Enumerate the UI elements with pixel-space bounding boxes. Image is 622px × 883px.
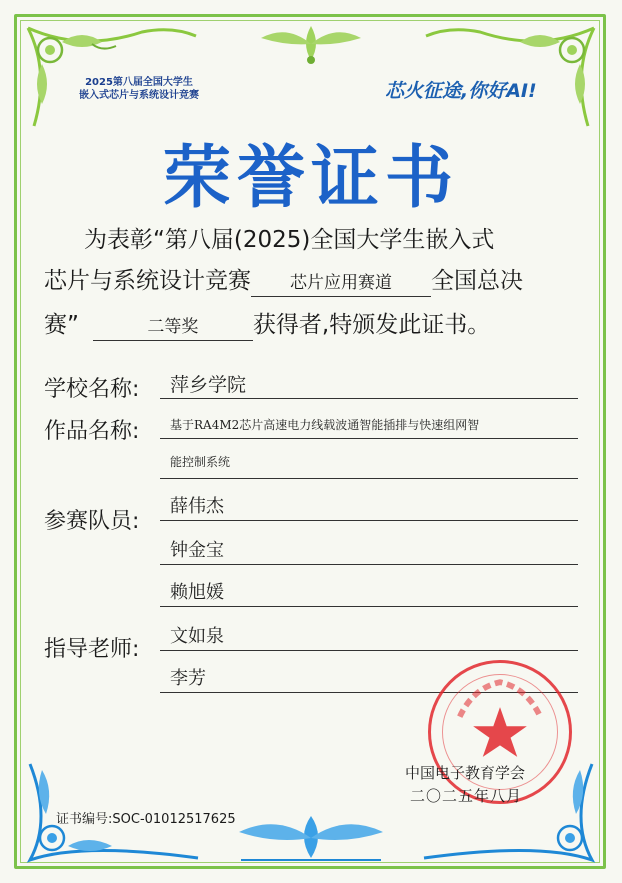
slogan: 芯火征途,你好AI! bbox=[385, 80, 537, 102]
work-label: 作品名称: bbox=[44, 419, 140, 444]
work-title-line2: 能控制系统 bbox=[170, 455, 231, 469]
body-line2 bbox=[44, 259, 584, 303]
competition-logo-line1: 2025第八届全国大学生 bbox=[85, 77, 193, 88]
member-name: 薛伟杰 bbox=[170, 496, 224, 517]
school-rule bbox=[160, 398, 578, 399]
school-name: 萍乡学院 bbox=[170, 374, 247, 396]
track-field: 芯片应用赛道 bbox=[251, 270, 431, 297]
member-rule bbox=[160, 606, 578, 607]
members-label: 参赛队员: bbox=[44, 509, 140, 534]
member-name: 赖旭媛 bbox=[170, 582, 224, 603]
advisor-name: 文如泉 bbox=[170, 626, 224, 647]
issue-date: 二〇二五年八月 bbox=[410, 787, 523, 805]
school-label: 学校名称: bbox=[44, 377, 140, 402]
advisors-label: 指导老师: bbox=[44, 637, 140, 662]
body-line3-prefix: 赛” bbox=[44, 312, 79, 338]
body-line2-prefix: 芯片与系统设计竞赛 bbox=[44, 268, 251, 294]
competition-logo-line2: 嵌入式芯片与系统设计竞赛 bbox=[79, 90, 199, 101]
member-rule bbox=[160, 564, 578, 565]
top-center-ornament bbox=[251, 20, 371, 70]
body-line3-suffix: 获得者,特颁发此证书。 bbox=[252, 312, 491, 338]
competition-logo-text bbox=[64, 76, 214, 102]
work-rule-1 bbox=[160, 438, 578, 439]
work-rule-2 bbox=[160, 478, 578, 479]
certificate-number: 证书编号:SOC-01012517625 bbox=[56, 812, 236, 827]
body-line2-suffix: 全国总决 bbox=[431, 268, 523, 294]
advisor-rule bbox=[160, 650, 578, 651]
work-title-line1: 基于RA4M2芯片高速电力线载波通智能插排与快速组网智 bbox=[170, 418, 480, 432]
member-rule bbox=[160, 520, 578, 521]
issuing-organization: 中国电子教育学会 bbox=[405, 764, 526, 782]
award-field: 二等奖 bbox=[93, 314, 253, 341]
member-name: 钟金宝 bbox=[170, 540, 224, 561]
body-line1: 为表彰“第八届(2025)全国大学生嵌入式 bbox=[84, 227, 495, 253]
body-line3 bbox=[44, 303, 584, 347]
bottom-center-ornament bbox=[231, 808, 391, 866]
advisor-name: 李芳 bbox=[170, 668, 206, 689]
certificate-title: 荣誉证书 bbox=[162, 139, 459, 218]
